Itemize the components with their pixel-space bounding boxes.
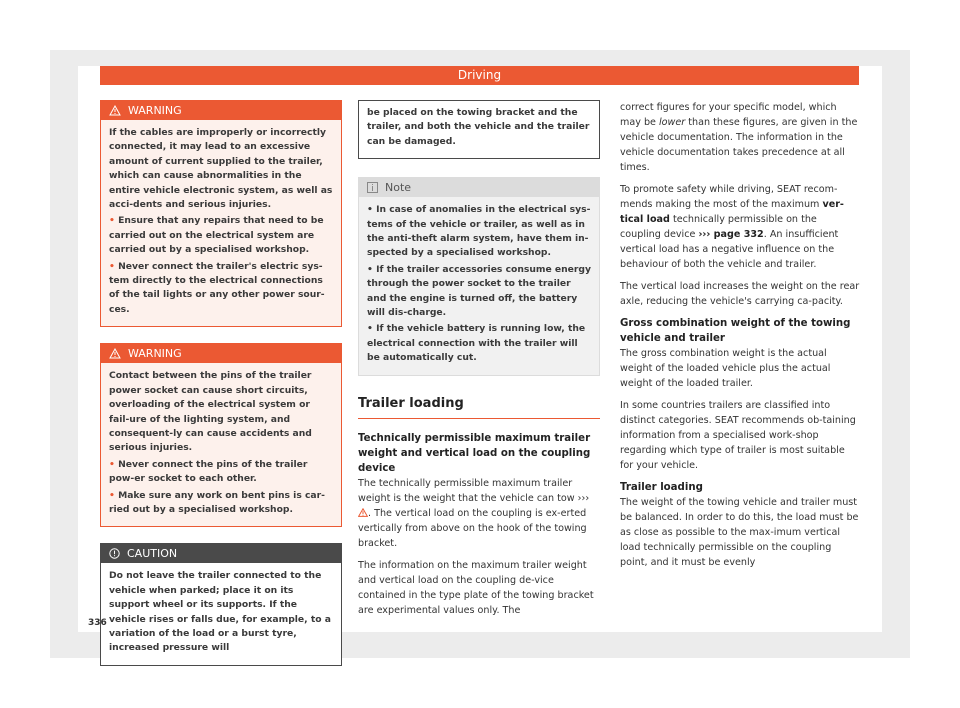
caution-label: CAUTION (127, 547, 178, 561)
column-3 (620, 100, 860, 577)
subheading: Trailer loading (620, 482, 703, 493)
warning-header (101, 101, 341, 120)
caution-header (101, 544, 341, 563)
warning-label: WARNING (128, 104, 182, 117)
column-1 (100, 100, 342, 680)
warning-triangle-icon (358, 508, 368, 517)
note-box (358, 177, 600, 375)
cross-reference-arrow[interactable]: ››› (577, 492, 590, 504)
list-item: • Never connect the pins of the trailer pow-er socket to each other. (109, 458, 308, 485)
note-header (359, 178, 599, 197)
list-item: • Make sure any work on bent pins is car-ried out by a specialised workshop. (109, 489, 325, 515)
warning-box-pins (100, 343, 342, 527)
list-item: • If the trailer accessories consume energy through the power socket to the trailer and the engine is turned off, the battery will dis-charge. (367, 263, 591, 319)
paragraph: In some countries trailers are classified into distinct categories. SEAT recommends ob-taining information from a specialised work-shop regarding which type of trailer is most suitable for your vehicle. (620, 400, 856, 471)
list-item: • If the vehicle battery is running low, the electrical connection with the trailer will be automatically cut. (367, 323, 586, 364)
info-icon (367, 182, 378, 193)
caution-box-continued (358, 100, 600, 159)
list-item: • Never connect the trailer's electric sys-tem directly to the electrical connections of the tail lights or any other power sour-ces. (109, 260, 325, 315)
paragraph: The technically permissible maximum trailer weight is the weight that the vehicle can tow ››› . The vertical load on the coupling is ex-erted vertically from above on the hook of the towing bracket. (358, 477, 590, 549)
page-number: 336 (88, 618, 107, 628)
warning-header (101, 344, 341, 363)
section-title: Trailer loading (358, 396, 600, 419)
caution-text: Do not leave the trailer connected to the vehicle when parked; place it on its support wheel or its supports. If the vehicle rises or falls due, for example, to a variation of the load or a burst tyre, increased pressure will (109, 570, 331, 654)
warning-triangle-icon (109, 105, 121, 116)
paragraph: The weight of the towing vehicle and trailer must be balanced. In order to do this, the load must be as close as possible to the max-imum vertical load technically permissible on the coupling point, and it must be evenly (620, 497, 859, 568)
warning-text: Contact between the pins of the trailer power socket can cause short circuits, overloading of the electrical system or fail-ure of the lighting system, and consequent-ly can cause accidents and serious injuries. (109, 370, 312, 454)
paragraph: The gross combination weight is the actual weight of the loaded vehicle plus the actual weight of the loaded trailer. (620, 348, 831, 389)
page-reference-link[interactable]: ››› page 332 (698, 229, 764, 240)
caution-circle-icon (109, 548, 120, 559)
paragraph: The vertical load increases the weight on the rear axle, reducing the vehicle's carrying ca-pacity. (620, 281, 860, 307)
paragraph: To promote safety while driving, SEAT recom-mends making the most of the maximum ver-tical load technically permissible on the coupling device ››› page 332. An insufficient vertical load has a negative influence on the behaviour of both the vehicle and trailer. (620, 184, 844, 270)
column-2 (358, 100, 600, 625)
warning-box-cables (100, 100, 342, 327)
warning-triangle-icon (109, 348, 121, 359)
paragraph: The information on the maximum trailer weight and vertical load on the coupling de-vice contained in the type plate of the towing bracket are experimental values only. The (358, 559, 594, 616)
warning-text: If the cables are improperly or incorrectly connected, it may lead to an excessive amount of current supplied to the trailer, which can cause abnormalities in the entire vehicle electronic system, as well as acci-dents and serious injuries. (109, 127, 333, 211)
list-item: • In case of anomalies in the electrical sys-tems of the vehicle or trailer, as well as in the anti-theft alarm system, have them in-spected by a specialised workshop. (367, 204, 591, 259)
subheading: Technically permissible maximum trailer weight and vertical load on the coupling device (358, 432, 591, 474)
caution-box (100, 543, 342, 665)
chapter-header: Driving (100, 66, 859, 85)
paragraph: correct figures for your specific model, which may be lower than these figures, are given in the vehicle documentation. The information in the vehicle documentation takes precedence at all times. (620, 102, 858, 173)
warning-label: WARNING (128, 347, 182, 361)
caution-text: be placed on the towing bracket and the trailer, and both the vehicle and the trailer can be damaged. (367, 107, 590, 147)
list-item: • Ensure that any repairs that need to be carried out on the electrical system are carried out by a specialised workshop. (109, 215, 324, 256)
subheading: Gross combination weight of the towing vehicle and trailer (620, 318, 851, 344)
note-label: Note (385, 181, 412, 195)
